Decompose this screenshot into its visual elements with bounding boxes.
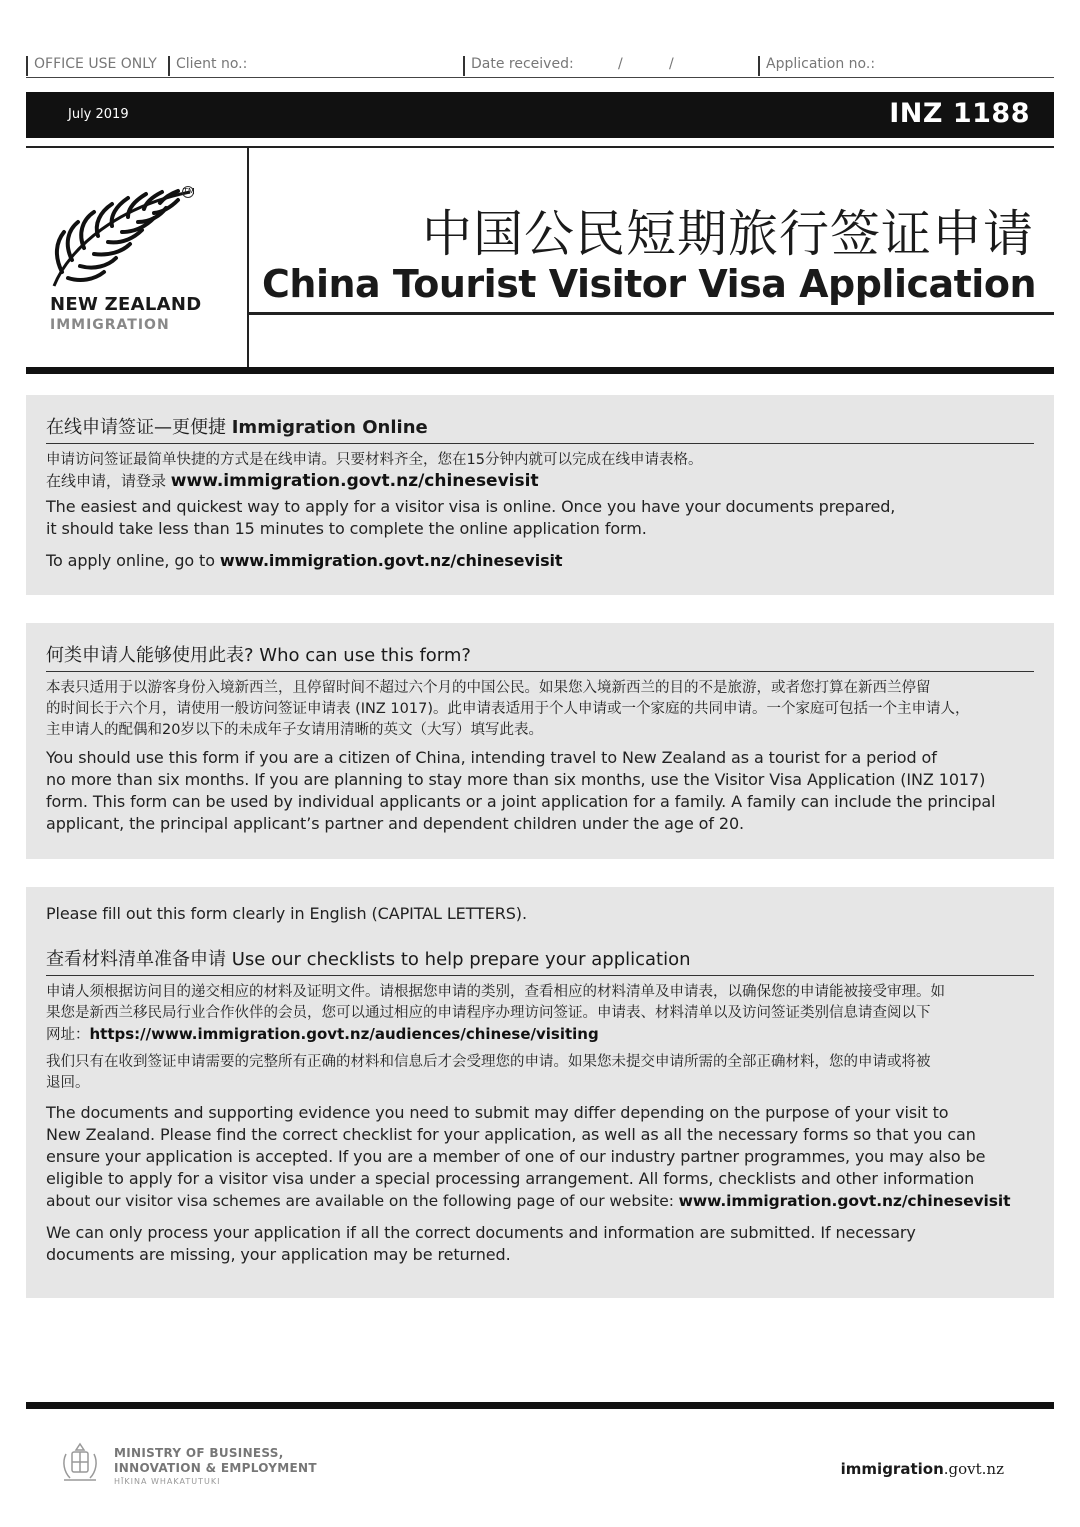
who-heading-en: Who can use this form? [259, 645, 471, 666]
online-zh-prefix: 在线申请，请登录 [46, 472, 167, 490]
online-en-link[interactable]: www.immigration.govt.nz/chinesevisit [219, 551, 563, 570]
online-zh-line2 [46, 471, 1034, 492]
footer-rule [26, 1402, 1054, 1409]
online-en-para2 [46, 550, 1034, 572]
footer-site-domain: .govt.nz [943, 1460, 1004, 1478]
checklist-heading-en: Use our checklists to help prepare your application [231, 949, 691, 970]
ministry-line3: HĪKINA WHAKATUTUKI [114, 1477, 221, 1486]
who-zh-line: 的时间长于六个月，请使用一般访问签证申请表 (INZ 1017)。此申请表适用于个人申请或一个家庭的共同申请。一个家庭可包括一个主申请人， [46, 701, 970, 717]
title-top-rule [26, 146, 1054, 148]
date-received-field[interactable]: Date received: [463, 56, 574, 76]
ministry-line2: INNOVATION & EMPLOYMENT [114, 1461, 317, 1475]
title-bottom-rule [26, 367, 1054, 374]
checklist-en2-line: documents are missing, your application may be returned. [46, 1245, 511, 1264]
logo-new-zealand: NEW ZEALAND [50, 294, 202, 315]
immigration-online-panel [26, 395, 1054, 595]
form-code: INZ 1188 [889, 98, 1030, 129]
logo-immigration: IMMIGRATION [50, 317, 170, 333]
online-heading [46, 413, 1034, 444]
checklist-en1-last-line [46, 1190, 1034, 1212]
checklist-zh1-link[interactable]: https://www.immigration.govt.nz/audiences/chinese/visiting [89, 1025, 599, 1043]
online-en-para1-line1: The easiest and quickest way to apply for a visitor visa is online. Once you have your documents prepared, [46, 497, 896, 516]
client-no-field[interactable]: Client no.: [168, 56, 247, 76]
checklist-en2-line: We can only process your application if all the correct documents and information are submitted. If necessary [46, 1223, 916, 1242]
silver-fern-icon [50, 186, 200, 296]
form-header-bar [26, 92, 1054, 138]
office-use-label: OFFICE USE ONLY [26, 56, 157, 76]
page-title-en: China Tourist Visitor Visa Application [262, 262, 1036, 306]
application-no-field[interactable]: Application no.: [758, 56, 875, 76]
online-zh-line1: 申请访问签证最简单快捷的方式是在线申请。只要材料齐全，您在15分钟内就可以完成在线申请表格。 [46, 452, 703, 468]
title-mid-rule [247, 312, 1054, 315]
date-slash-1: / [618, 56, 623, 72]
title-divider [247, 146, 249, 368]
checklist-heading [46, 945, 1034, 976]
checklist-en1-line: The documents and supporting evidence you need to submit may differ depending on the purpose of your visit to [46, 1103, 949, 1122]
who-zh-line: 本表只适用于以游客身份入境新西兰，且停留时间不超过六个月的中国公民。如果您入境新西兰的目的不是旅游，或者您打算在新西兰停留 [46, 680, 931, 696]
checklist-zh1-line: 申请人须根据访问目的递交相应的材料及证明文件。请根据您申请的类别，查看相应的材料清单及申请表，以确保您的申请能被接受审理。如 [46, 984, 945, 1000]
trademark-icon: TM [183, 187, 195, 196]
checklist-panel [26, 887, 1054, 1298]
checklist-zh2-line: 退回。 [46, 1075, 90, 1091]
title-block [26, 146, 1054, 374]
checklist-zh1-url-prefix: 网址： [46, 1027, 90, 1043]
nz-immigration-logo [50, 186, 220, 336]
mbie-logo [56, 1440, 356, 1490]
online-en-para1-line2: it should take less than 15 minutes to complete the online application form. [46, 519, 647, 538]
who-can-use-panel [26, 623, 1054, 859]
checklist-en1-line: New Zealand. Please find the correct checklist for your application, as well as all the necessary forms so that you can [46, 1125, 976, 1144]
who-en-line: You should use this form if you are a citizen of China, intending travel to New Zealand as a tourist for a period of [46, 748, 937, 767]
who-en-line: form. This form can be used by individual applicants or a joint application for a family. A family can include the principal [46, 792, 996, 811]
online-heading-en: Immigration Online [231, 417, 428, 438]
nz-coat-of-arms-icon [56, 1440, 104, 1488]
footer-website[interactable] [841, 1460, 1004, 1478]
checklist-en1-last-prefix: about our visitor visa schemes are available on the following page of our website: [46, 1192, 674, 1210]
checklist-zh1-line: 果您是新西兰移民局行业合作伙伴的会员，您可以通过相应的申请程序办理访问签证。申请表、材料清单以及访问签证类别信息请查阅以下 [46, 1005, 931, 1021]
online-heading-zh: 在线申请签证—更便捷 [46, 417, 226, 438]
who-en-line: applicant, the principal applicant’s partner and dependent children under the age of 20. [46, 814, 745, 833]
checklist-heading-zh: 查看材料清单准备申请 [46, 949, 226, 970]
who-heading [46, 641, 1034, 672]
date-slash-2: / [669, 56, 674, 72]
online-zh-link[interactable]: www.immigration.govt.nz/chinesevisit [170, 471, 539, 491]
form-date: July 2019 [68, 107, 129, 122]
who-zh-line: 主申请人的配偶和20岁以下的未成年子女请用清晰的英文（大写）填写此表。 [46, 722, 543, 738]
checklist-en1-line: ensure your application is accepted. If you are a member of one of our industry partner programmes, you may also be [46, 1147, 986, 1166]
footer-site-bold: immigration [840, 1460, 944, 1478]
who-heading-zh: 何类申请人能够使用此表? [46, 645, 254, 666]
office-use-row [26, 52, 1054, 78]
checklist-zh1-url-line [46, 1024, 1034, 1046]
checklist-en1-link[interactable]: www.immigration.govt.nz/chinesevisit [678, 1192, 1011, 1210]
fill-note: Please fill out this form clearly in English (CAPITAL LETTERS). [46, 904, 527, 923]
ministry-line1: MINISTRY OF BUSINESS, [114, 1446, 284, 1460]
checklist-zh2-line: 我们只有在收到签证申请需要的完整所有正确的材料和信息后才会受理您的申请。如果您未提交申请所需的全部正确材料，您的申请或将被 [46, 1054, 931, 1070]
who-en-line: no more than six months. If you are planning to stay more than six months, use the Visitor Visa Application (INZ 1017) [46, 770, 986, 789]
online-en-prefix: To apply online, go to [46, 551, 215, 570]
checklist-en1-line: eligible to apply for a visitor visa under a special processing arrangement. All forms, checklists and other information [46, 1169, 975, 1188]
page-title-zh: 中国公民短期旅行签证申请 [422, 205, 1034, 263]
